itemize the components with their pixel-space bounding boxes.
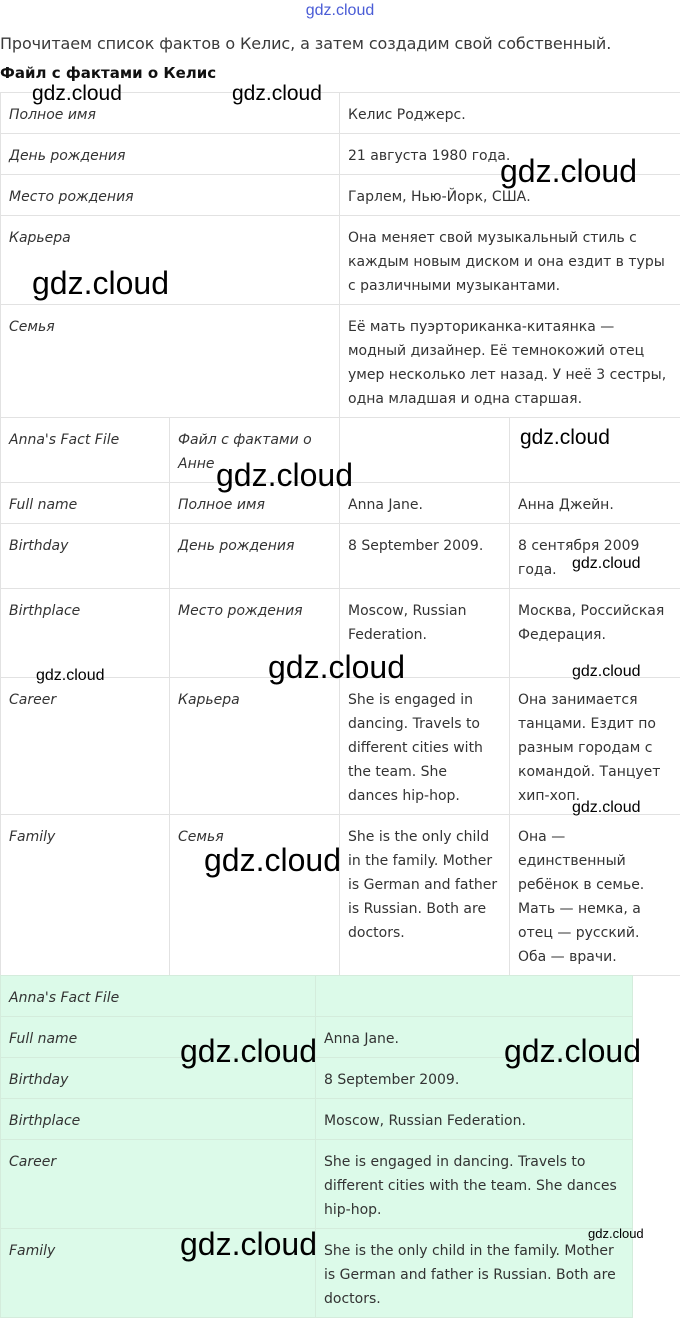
table-row xyxy=(1,483,680,524)
watermark: gdz.cloud xyxy=(588,1226,644,1241)
table-row xyxy=(1,524,680,589)
table-row xyxy=(1,216,680,305)
label-ru: День рождения xyxy=(170,524,340,589)
label-en: Full name xyxy=(1,483,170,524)
row-label: Full name xyxy=(1,1017,316,1058)
label-ru: Карьера xyxy=(170,678,340,815)
table-row xyxy=(1,815,680,976)
value-ru: Анна Джейн. xyxy=(510,483,680,524)
row-value: She is engaged in dancing. Travels to different cities with the team. She dances hip-hop. xyxy=(316,1140,633,1229)
watermark: gdz.cloud xyxy=(180,1033,317,1070)
label-en: Family xyxy=(1,815,170,976)
watermark: gdz.cloud xyxy=(268,649,405,686)
label-en: Birthplace xyxy=(1,589,170,678)
table-row xyxy=(1,1099,633,1140)
watermark: gdz.cloud xyxy=(572,663,641,681)
row-label: Birthplace xyxy=(1,1099,316,1140)
empty-cell xyxy=(340,418,510,483)
header-en: Anna's Fact File xyxy=(1,418,170,483)
site-watermark-header: gdz.cloud xyxy=(0,2,680,20)
watermark: gdz.cloud xyxy=(32,82,122,106)
table-row xyxy=(1,1140,633,1229)
anna-bilingual-fact-table xyxy=(0,417,680,976)
kelis-file-title: Файл с фактами о Келис xyxy=(0,64,216,82)
row-value: 8 September 2009. xyxy=(316,1058,633,1099)
value-en: She is the only child in the family. Mother is German and father is Russian. Both are doctors. xyxy=(340,815,510,976)
watermark: gdz.cloud xyxy=(500,153,637,190)
intro-text: Прочитаем список фактов о Келис, а затем создадим свой собственный. xyxy=(0,34,611,53)
row-label: Полное имя xyxy=(1,93,340,134)
table-row xyxy=(1,678,680,815)
table-row xyxy=(1,175,680,216)
table-row xyxy=(1,1229,633,1318)
label-ru: Место рождения xyxy=(170,589,340,678)
header-ru: Файл с фактами о Анне xyxy=(170,418,340,483)
watermark: gdz.cloud xyxy=(32,265,169,302)
label-en: Birthday xyxy=(1,524,170,589)
watermark: gdz.cloud xyxy=(504,1033,641,1070)
table-row xyxy=(1,305,680,418)
value-en: She is engaged in dancing. Travels to different cities with the team. She dances hip-hop. xyxy=(340,678,510,815)
row-value: She is the only child in the family. Mother is German and father is Russian. Both are doctors. xyxy=(316,1229,633,1318)
watermark: gdz.cloud xyxy=(180,1226,317,1263)
anna-english-fact-table xyxy=(0,975,633,1318)
table-row xyxy=(1,1058,633,1099)
table-row xyxy=(1,589,680,678)
row-value: Она меняет свой музыкальный стиль с каждым новым диском и она ездит в туры с различными музыкантами. xyxy=(340,216,680,305)
value-ru: Москва, Российская Федерация. xyxy=(510,589,680,678)
row-label: Family xyxy=(1,1229,316,1318)
table-row xyxy=(1,93,680,134)
watermark: gdz.cloud xyxy=(36,667,105,685)
row-value: Moscow, Russian Federation. xyxy=(316,1099,633,1140)
table-row xyxy=(1,976,633,1017)
row-value: Anna Jane. xyxy=(316,1017,633,1058)
row-label: Birthday xyxy=(1,1058,316,1099)
row-label: Career xyxy=(1,1140,316,1229)
watermark: gdz.cloud xyxy=(520,426,610,450)
label-en: Career xyxy=(1,678,170,815)
value-en: Moscow, Russian Federation. xyxy=(340,589,510,678)
label-ru: Полное имя xyxy=(170,483,340,524)
table-row xyxy=(1,134,680,175)
label-ru: Семья xyxy=(170,815,340,976)
row-value: Гарлем, Нью-Йорк, США. xyxy=(340,175,680,216)
empty-cell xyxy=(510,418,680,483)
value-ru: Она — единственный ребёнок в семье. Мать — немка, а отец — русский. Оба — врачи. xyxy=(510,815,680,976)
table-row xyxy=(1,418,680,483)
watermark: gdz.cloud xyxy=(216,457,353,494)
row-label: День рождения xyxy=(1,134,340,175)
value-en: Anna Jane. xyxy=(340,483,510,524)
value-en: 8 September 2009. xyxy=(340,524,510,589)
empty-cell xyxy=(316,976,633,1017)
watermark: gdz.cloud xyxy=(572,799,641,817)
row-label: Место рождения xyxy=(1,175,340,216)
watermark: gdz.cloud xyxy=(232,82,322,106)
row-label: Карьера xyxy=(1,216,340,305)
watermark: gdz.cloud xyxy=(204,842,341,879)
kelis-fact-table xyxy=(0,92,680,418)
header: Anna's Fact File xyxy=(1,976,316,1017)
table-row xyxy=(1,1017,633,1058)
value-ru: 8 сентября 2009 года. xyxy=(510,524,680,589)
row-value: Келис Роджерс. xyxy=(340,93,680,134)
row-value: Её мать пуэрториканка-китаянка — модный дизайнер. Её темнокожий отец умер несколько лет назад. У неё 3 сестры, одна младшая и одна старшая. xyxy=(340,305,680,418)
row-label: Семья xyxy=(1,305,340,418)
watermark: gdz.cloud xyxy=(572,555,641,573)
row-value: 21 августа 1980 года. xyxy=(340,134,680,175)
value-ru: Она занимается танцами. Ездит по разным городам с командой. Танцует хип-хоп. xyxy=(510,678,680,815)
